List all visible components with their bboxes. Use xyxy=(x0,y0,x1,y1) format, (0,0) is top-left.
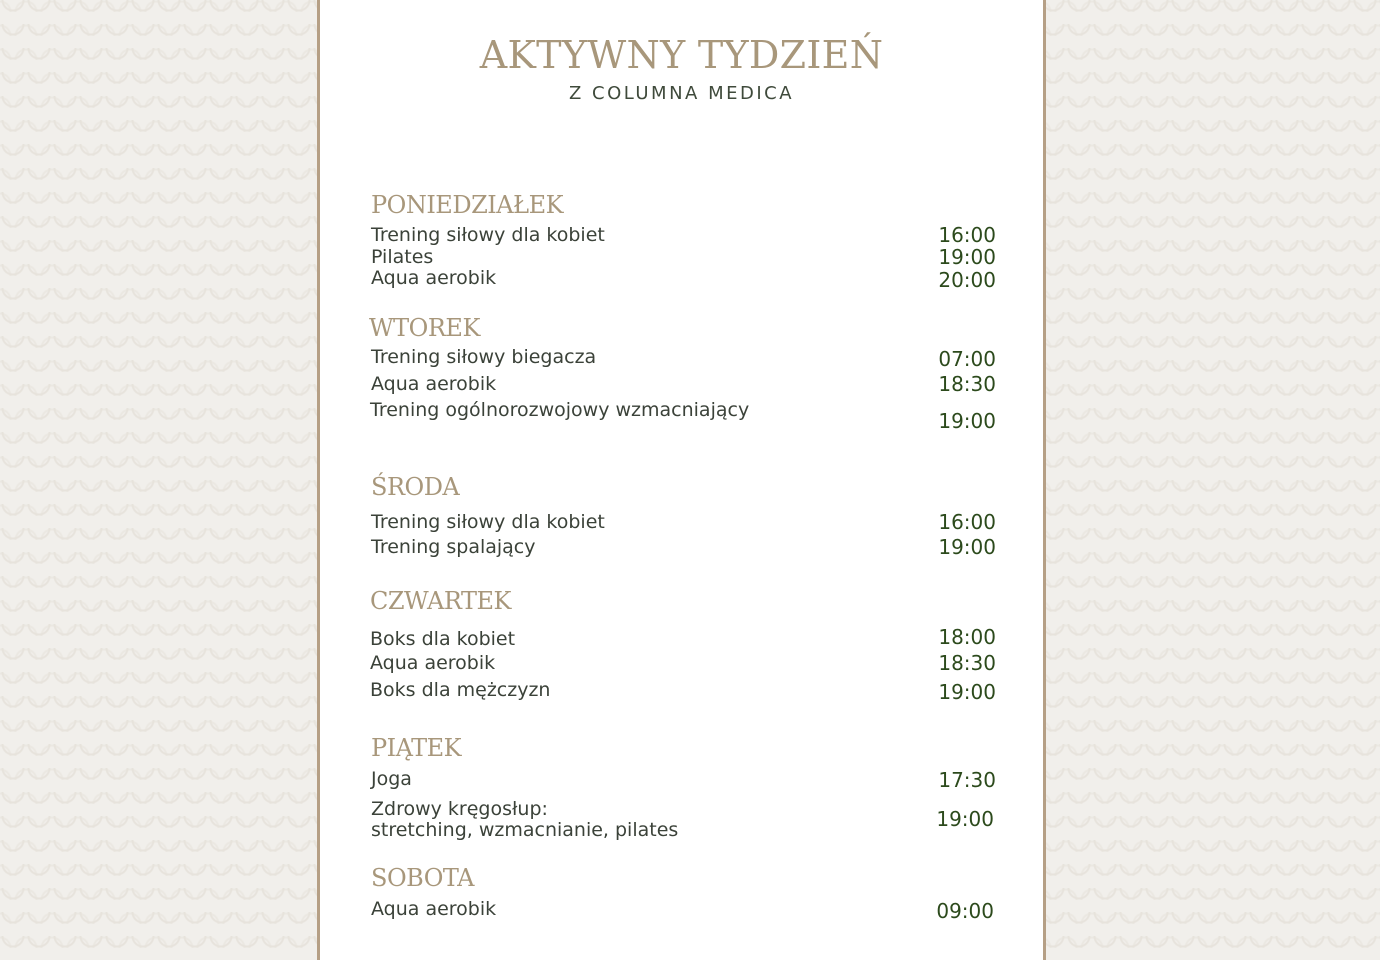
class-name: Trening ogólnorozwojowy wzmacniający xyxy=(370,399,750,421)
class-name: Boks dla kobiet xyxy=(370,628,516,650)
class-time: 18:30 xyxy=(938,372,996,396)
class-name: Trening spalający xyxy=(371,536,536,558)
class-name: Aqua aerobik xyxy=(371,373,497,395)
class-time: 16:00 xyxy=(938,510,996,534)
day-heading-monday: PONIEDZIAŁEK xyxy=(371,191,564,219)
class-time: 09:00 xyxy=(936,899,994,923)
class-time: 20:00 xyxy=(938,268,996,292)
class-time: 19:00 xyxy=(938,245,996,269)
day-heading-friday: PIĄTEK xyxy=(371,734,462,762)
page-title: AKTYWNY TYDZIEŃ xyxy=(479,33,884,77)
class-name: Boks dla mężczyzn xyxy=(370,679,551,701)
class-name: Aqua aerobik xyxy=(371,898,497,920)
class-name-line2: stretching, wzmacnianie, pilates xyxy=(371,819,679,841)
class-time: 19:00 xyxy=(938,535,996,559)
day-heading-thursday: CZWARTEK xyxy=(370,587,511,615)
class-time: 17:30 xyxy=(938,768,996,792)
page-subtitle: Z COLUMNA MEDICA xyxy=(568,83,795,104)
class-name: Pilates xyxy=(371,246,434,268)
class-time: 07:00 xyxy=(938,347,996,371)
class-name-line1: Zdrowy kręgosłup: xyxy=(371,798,548,820)
class-time: 19:00 xyxy=(938,680,996,704)
class-time: 16:00 xyxy=(938,223,996,247)
class-name: Trening siłowy dla kobiet xyxy=(371,511,605,533)
class-time: 19:00 xyxy=(938,409,996,433)
day-heading-wednesday: ŚRODA xyxy=(371,473,460,501)
class-name: Trening siłowy biegacza xyxy=(371,346,597,368)
day-heading-saturday: SOBOTA xyxy=(371,864,474,892)
class-time: 18:30 xyxy=(938,651,996,675)
class-name: Joga xyxy=(371,768,412,790)
class-name: Aqua aerobik xyxy=(370,652,496,674)
class-name: Trening siłowy dla kobiet xyxy=(371,224,605,246)
schedule-page xyxy=(317,0,1046,960)
class-name: Aqua aerobik xyxy=(371,267,497,289)
day-heading-tuesday: WTOREK xyxy=(369,314,480,342)
class-time: 18:00 xyxy=(938,625,996,649)
class-time: 19:00 xyxy=(936,807,994,831)
